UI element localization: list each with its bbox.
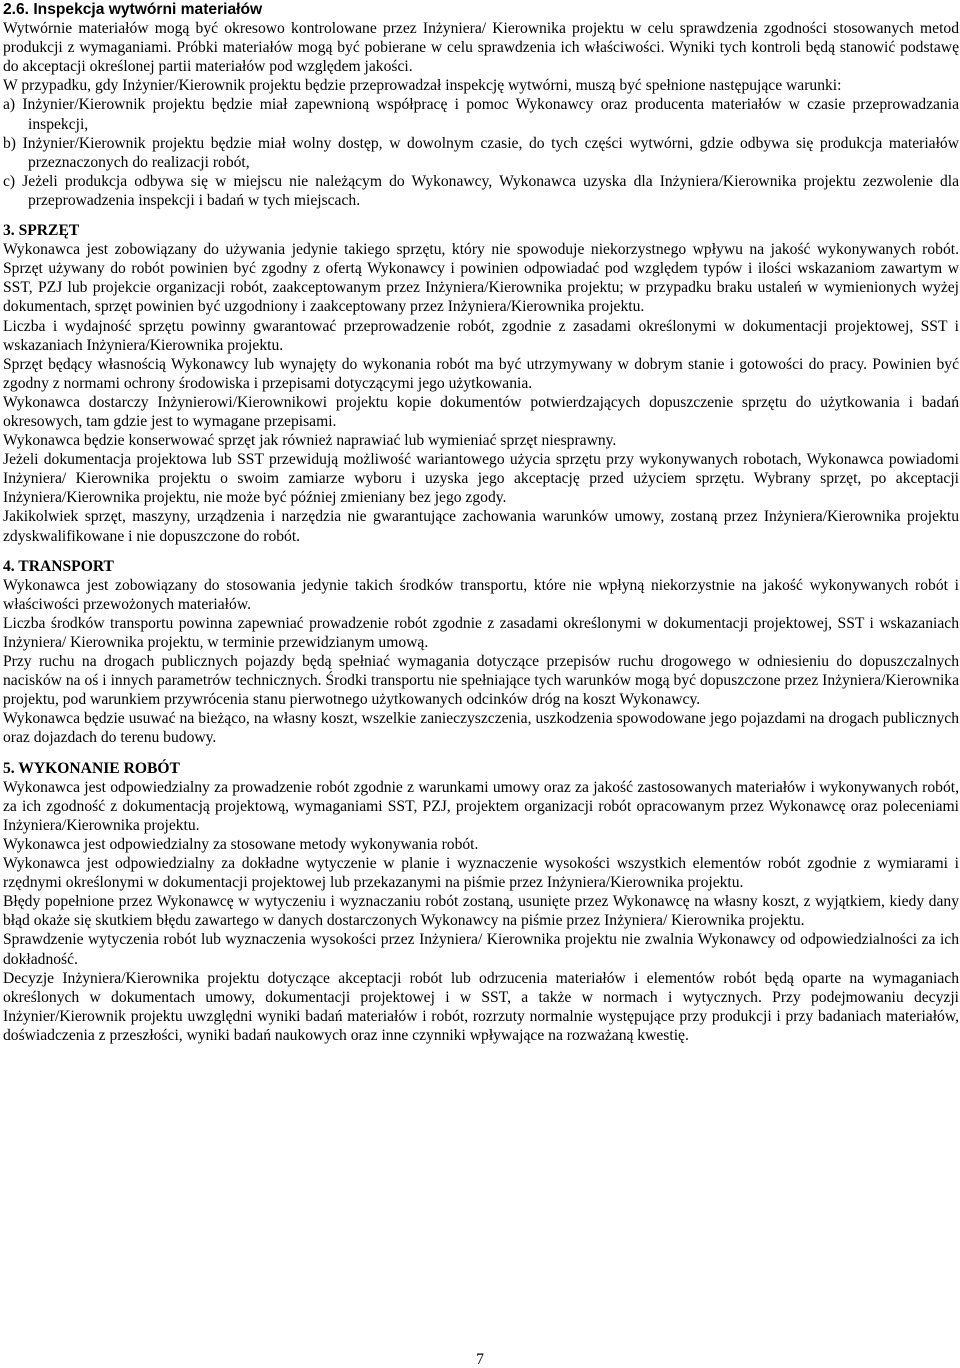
paragraph: Wykonawca dostarczy Inżynierowi/Kierownikowi projektu kopie dokumentów potwierdzających dopuszczenie sprzętu do użytkowania i badań okresowych, tam gdzie jest to wymagane przepisami. <box>3 393 959 430</box>
paragraph: Wykonawca jest odpowiedzialny za dokładne wytyczenie w planie i wyznaczenie wysokości wszystkich elementów robót zgodnie z wymiarami i rzędnymi określonymi w dokumentacji projektowej lub przekazanymi na piśmie przez Inżyniera/Kierownika projektu. <box>3 855 959 892</box>
page-number: 7 <box>476 1351 484 1368</box>
paragraph: Przy ruchu na drogach publicznych pojazdy będą spełniać wymagania dotyczące przepisów ruchu drogowego w odniesieniu do dopuszczalnych nacisków na oś i innych parametrów technicznych. Środki transportu nie spełniające tych warunków mogą być dopuszczone przez Inżyniera/Kierownika projektu, pod warunkiem przywrócenia stanu pierwotnego użytkowanych odcinków dróg na koszt Wykonawcy. <box>3 653 959 709</box>
page-content <box>3 0 959 1045</box>
paragraph: Decyzje Inżyniera/Kierownika projektu dotyczące akceptacji robót lub odrzucenia materiałów i elementów robót będą oparte na wymaganiach określonych w dokumentach umowy, dokumentacji projektowej i w SST, a także w normach i wytycznych. Przy podejmowaniu decyzji Inżynier/Kierownik projektu uwzględni wyniki badań materiałów i robót, rozrzuty normalnie występujące przy produkcji i przy badaniach materiałów, doświadczenia z przeszłości, wyniki badań naukowych oraz inne czynniki wpływające na rozważaną kwestię. <box>3 969 959 1044</box>
paragraph: Jeżeli dokumentacja projektowa lub SST przewidują możliwość wariantowego użycia sprzętu przy wykonywanych robotach, Wykonawca powiadomi Inżyniera/ Kierownika projektu o swoim zamiarze wyboru i uzyska jego akceptację przed użyciem sprzętu. Wybrany sprzęt, po akceptacji Inżyniera/Kierownika projektu, nie może być później zmieniany bez jego zgody. <box>3 451 959 507</box>
paragraph: W przypadku, gdy Inżynier/Kierownik projektu będzie przeprowadzał inspekcję wytwórni, muszą być spełnione następujące warunki: <box>3 77 842 95</box>
list-item: c) Jeżeli produkcja odbywa się w miejscu nie należącym do Wykonawcy, Wykonawca uzyska dla Inżyniera/Kierownika projektu zezwolenie dla przeprowadzenia inspekcji i badań w tych miejscach. <box>3 172 959 209</box>
paragraph: Wykonawca jest odpowiedzialny za stosowane metody wykonywania robót. <box>3 835 479 853</box>
section-heading-5: 5. WYKONANIE ROBÓT <box>3 759 180 777</box>
paragraph: Liczba środków transportu powinna zapewniać prowadzenie robót zgodnie z zasadami określonymi w dokumentacji projektowej, SST i wskazaniach Inżyniera/ Kierownika projektu, w terminie przewidzianym umową. <box>3 614 959 651</box>
section-heading-3: 3. SPRZĘT <box>3 222 80 240</box>
paragraph: Błędy popełnione przez Wykonawcę w wytyczeniu i wyznaczaniu robót zostaną, usunięte przez Wykonawcę na własny koszt, z wyjątkiem, kiedy dany błąd okaże się skutkiem błędu zawartego w danych dostarczonych Wykonawcy na piśmie przez Inżyniera/ Kierownika projektu. <box>3 893 959 930</box>
paragraph: Jakikolwiek sprzęt, maszyny, urządzenia i narzędzia nie gwarantujące zachowania warunków umowy, zostaną przez Inżyniera/Kierownika projektu zdyskwalifikowane i nie dopuszczone do robót. <box>3 508 959 545</box>
paragraph: Sprawdzenie wytyczenia robót lub wyznaczenia wysokości przez Inżyniera/ Kierownika projektu nie zwalnia Wykonawcy od odpowiedzialności za ich dokładność. <box>3 931 959 968</box>
section-heading-2-6: 2.6. Inspekcja wytwórni materiałów <box>3 1 263 18</box>
paragraph: Wykonawca jest zobowiązany do używania jedynie takiego sprzętu, który nie spowoduje niekorzystnego wpływu na jakość wykonywanych robót. Sprzęt używany do robót powinien być zgodny z ofertą Wykonawcy i powinien odpowiadać pod względem typów i ilości wskazaniom zawartym w SST, PZJ lub projekcie organizacji robót, zaakceptowanym przez Inżyniera/Kierownika projektu; w przypadku braku ustaleń w wymienionych wyżej dokumentach, sprzęt powinien być uzgodniony i zaakceptowany przez Inżyniera/Kierownika projektu. <box>3 241 959 316</box>
paragraph: Wykonawca jest zobowiązany do stosowania jedynie takich środków transportu, które nie wpłyną niekorzystnie na jakość wykonywanych robót i właściwości przewożonych materiałów. <box>3 576 959 613</box>
paragraph: Wykonawca będzie usuwać na bieżąco, na własny koszt, wszelkie zanieczyszczenia, uszkodzenia spowodowane jego pojazdami na drogach publicznych oraz dojazdach do terenu budowy. <box>3 710 959 747</box>
paragraph: Liczba i wydajność sprzętu powinny gwarantować przeprowadzenie robót, zgodnie z zasadami określonymi w dokumentacji projektowej, SST i wskazaniach Inżyniera/Kierownika projektu. <box>3 317 959 354</box>
list-item: b) Inżynier/Kierownik projektu będzie miał wolny dostęp, w dowolnym czasie, do tych części wytwórni, gdzie odbywa się produkcja materiałów przeznaczonych do realizacji robót, <box>3 134 959 171</box>
list-item: a) Inżynier/Kierownik projektu będzie miał zapewnioną współpracę i pomoc Wykonawcy oraz producenta materiałów w czasie przeprowadzania inspekcji, <box>3 96 959 133</box>
paragraph: Wytwórnie materiałów mogą być okresowo kontrolowane przez Inżyniera/ Kierownika projektu w celu sprawdzenia zgodności stosowanych metod produkcji z wymaganiami. Próbki materiałów mogą być pobierane w celu sprawdzenia ich właściwości. Wyniki tych kontroli będą stanowić podstawę do akceptacji określonej partii materiałów pod względem jakości. <box>3 20 959 76</box>
section-heading-4: 4. TRANSPORT <box>3 557 114 575</box>
paragraph: Wykonawca jest odpowiedzialny za prowadzenie robót zgodnie z warunkami umowy oraz za jakość zastosowanych materiałów i wykonywanych robót, za ich zgodność z dokumentacją projektową, wymaganiami SST, PZJ, projektem organizacji robót opracowanym przez Wykonawcę oraz poleceniami Inżyniera/Kierownika projektu. <box>3 778 959 834</box>
paragraph: Wykonawca będzie konserwować sprzęt jak również naprawiać lub wymieniać sprzęt niesprawny. <box>3 432 617 450</box>
paragraph: Sprzęt będący własnością Wykonawcy lub wynajęty do wykonania robót ma być utrzymywany w dobrym stanie i gotowości do pracy. Powinien być zgodny z normami ochrony środowiska i przepisami dotyczącymi jego użytkowania. <box>3 355 959 392</box>
